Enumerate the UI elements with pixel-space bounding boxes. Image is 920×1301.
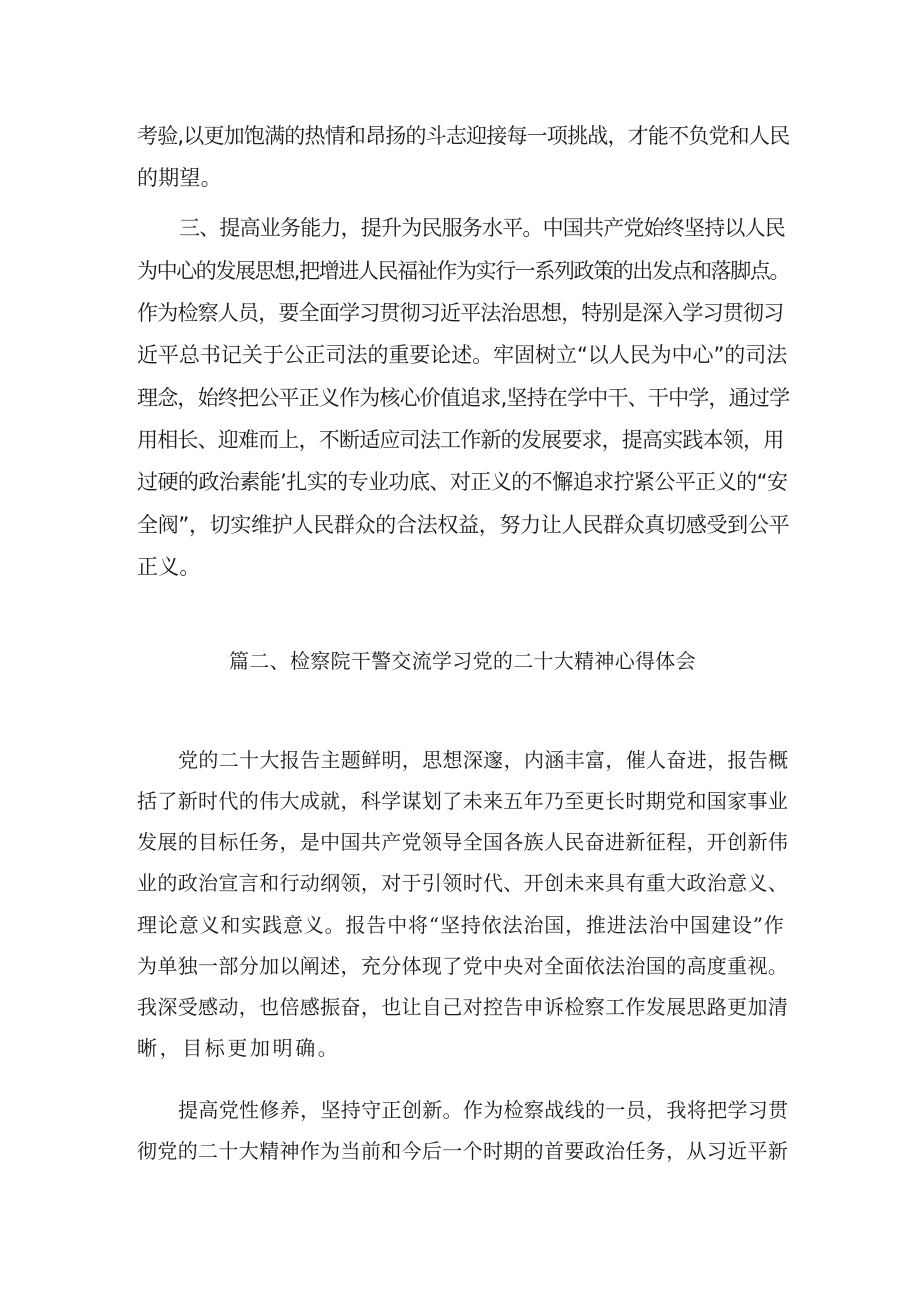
paragraph-line: 近平总书记关于公正司法的重要论述。牢固树立“以人民为中心”的司法 — [137, 343, 788, 367]
paragraph-line: 三、提高业务能力，提升为民服务水平。中国共产党始终坚持以人民 — [179, 216, 785, 240]
paragraph-line: 党的二十大报告主题鲜明，思想深邃，内涵丰富，催人奋进，报告概 — [178, 748, 789, 772]
paragraph-line: 晰，目标更加明确。 — [137, 1036, 341, 1060]
paragraph-line: 作为检察人员，要全面学习贯彻习近平法治思想，特别是深入学习贯彻习 — [137, 301, 784, 325]
paragraph-line: 全阀”，切实维护人民群众的合法权益，努力让人民群众真切感受到公平 — [137, 513, 790, 537]
paragraph-line: 我深受感动，也倍感振奋，也让自己对控告申诉检察工作发展思路更加清 — [137, 995, 789, 1019]
paragraph-line: 彻党的二十大精神作为当前和今后一个时期的首要政治任务，从习近平新 — [137, 1139, 789, 1163]
paragraph-line: 提高党性修养，坚持守正创新。作为检察战线的一员，我将把学习贯 — [178, 1098, 789, 1122]
paragraph-line: 正义。 — [137, 555, 201, 579]
paragraph-line: 考验,以更加饱满的热情和昂扬的斗志迎接每一项挑战，才能不负党和人民 — [137, 124, 790, 148]
paragraph-line: 业的政治宣言和行动纲领，对于引领时代、开创未来具有重大政治意义、 — [137, 871, 789, 895]
paragraph-line: 为单独一部分加以阐述，充分体现了党中央对全面依法治国的高度重视。 — [137, 954, 789, 978]
article-title: 篇二、检察院干警交流学习党的二十大精神心得体会 — [229, 649, 696, 673]
paragraph-line: 过硬的政治素能’扎实的专业功底、对正义的不懈追求拧紧公平正义的“安 — [137, 470, 788, 494]
paragraph-line: 的期望。 — [137, 166, 222, 190]
paragraph-line: 发展的目标任务，是中国共产党领导全国各族人民奋进新征程，开创新伟 — [137, 830, 789, 854]
paragraph-line: 用相长、迎难而上，不断适应司法工作新的发展要求，提高实践本领，用 — [137, 428, 784, 452]
paragraph-line: 为中心的发展思想,把增进人民福祉作为实行一系列政策的出发点和落脚点。 — [137, 259, 790, 283]
paragraph-line: 括了新时代的伟大成就，科学谋划了未来五年乃至更长时期党和国家事业 — [137, 789, 789, 813]
paragraph-line: 理念，始终把公平正义作为核心价值追求,坚持在学中干、干中学，通过学 — [137, 386, 790, 410]
paragraph-line: 理论意义和实践意义。报告中将“坚持依法治国，推进法治中国建设”作 — [137, 913, 785, 937]
